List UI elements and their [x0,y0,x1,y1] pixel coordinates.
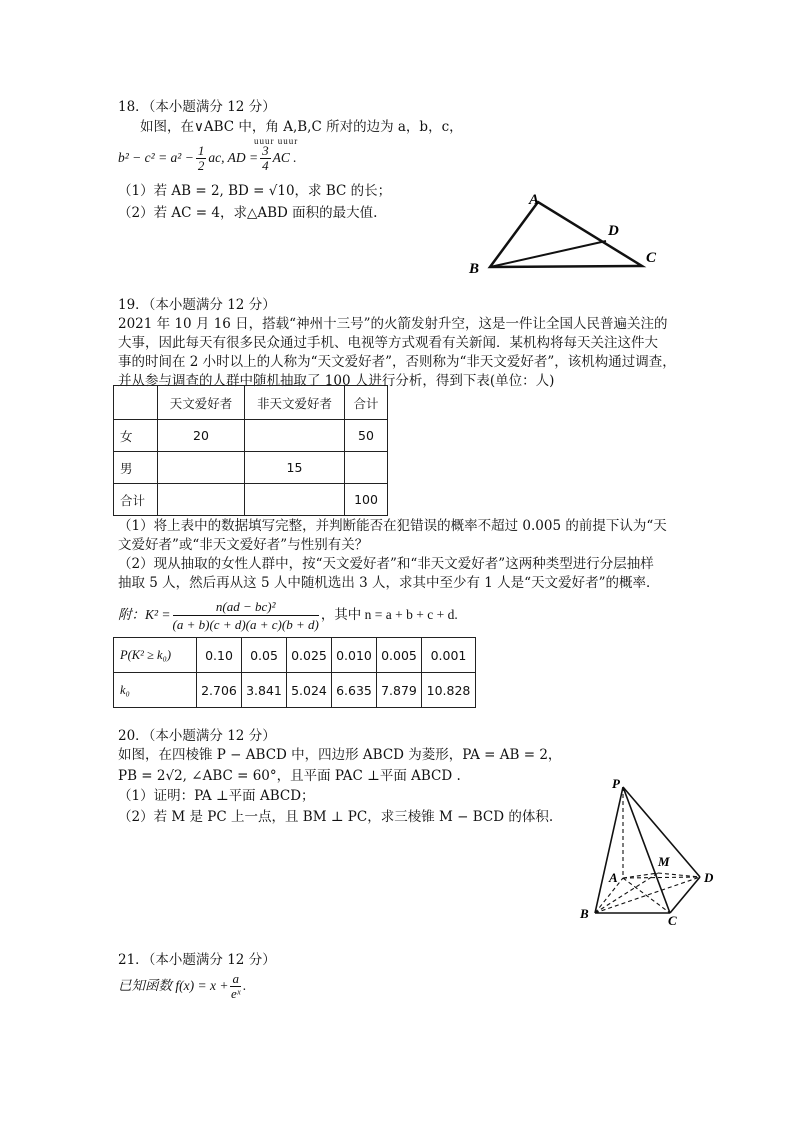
table-cell: 20 [158,420,245,452]
table-row [114,673,476,708]
q19-formula-fraction [173,598,319,633]
q19-part1a: （1）将上表中的数据填写完整，并判断能否在犯错误的概率不超过 0.005 的前提下认为“天 [118,518,667,534]
q21-suffix: . [242,978,247,993]
q20-part2: （2）若 M 是 PC 上一点，且 BM ⊥ PC，求三棱锥 M − BCD 的体积. [118,809,554,825]
q19-formula-prefix: 附：K² = [118,607,171,622]
q19-formula-suffix: ，其中 n = a + b + c + d. [320,607,458,622]
q20-heading: 20．（本小题满分 12 分） [118,728,276,744]
table-cell: 10.828 [422,673,476,708]
table-cell: 3.841 [242,673,287,708]
q20-label-a: A [609,870,618,885]
q20-line1: 如图，在四棱锥 P − ABCD 中，四边形 ABCD 为菱形，PA = AB = 2， [118,747,562,763]
table-cell: 15 [245,452,345,484]
table-cell: 0.010 [332,638,377,673]
table-cell: 0.001 [422,638,476,673]
q18-frac-num: 1 [197,142,205,158]
table-row [114,484,388,516]
q20-edge-pb [595,787,623,913]
q18-triangle-figure [460,186,670,278]
q19-part2b: 抽取 5 人，然后再从这 5 人中随机选出 3 人，求其中至少有 1 人是“天文爱好者”的概率． [118,575,660,591]
q18-triangle [490,202,642,267]
table-cell: 7.879 [377,673,422,708]
table-cell: 合计 [114,484,158,516]
q18-eq-mid: ac, AD = [208,150,259,165]
q19-formula-den: (a + b)(c + d)(a + c)(b + d) [172,616,319,632]
q19-part2a: （2）现从抽取的女性人群中，按“天文爱好者”和“非天文爱好者”这两种类型进行分层抽样 [118,556,654,572]
table-cell: 0.10 [197,638,242,673]
table-header: 天文爱好者 [158,386,245,420]
q18-label-c: C [646,250,657,266]
q19-para2: 大事，因此每天有很多民众通过手机、电视等方式观看有关新闻．某机构将每天关注这件大 [118,335,658,351]
q18-label-d: D [608,223,619,239]
q18-heading: 18．（本小题满分 12 分） [118,99,276,115]
q18-label-a: A [529,192,540,208]
table-cell: 男 [114,452,158,484]
q21-frac-den: eˣ [230,985,241,1001]
q20-label-p: P [612,776,620,791]
table-row [114,638,476,673]
table-cell: 0.005 [377,638,422,673]
table-cell: P(K² ≥ k₀) [114,638,197,673]
q20-label-m: M [658,854,670,869]
table-cell: 2.706 [197,673,242,708]
q20-edge-pc [623,787,670,913]
q19-para1: 2021 年 10 月 16 日，搭载“神州十三号”的火箭发射升空，这是一件让全国人民普遍关注的 [118,316,668,332]
table-header: 合计 [345,386,388,420]
q19-para3: 事的时间在 2 小时以上的人称为“天文爱好者”，否则称为“非天文爱好者”，该机构通过调查， [118,354,676,370]
q18-part1: （1）若 AB = 2, BD = √10，求 BC 的长； [118,183,392,199]
q20-edge-ad [623,877,700,878]
table-cell: 6.635 [332,673,377,708]
q20-line2: PB = 2√2, ∠ABC = 60°，且平面 PAC ⊥平面 ABCD . [118,768,461,784]
table-row [114,452,388,484]
q20-pyramid-figure [570,770,730,930]
q18-frac-den: 2 [197,157,205,173]
q19-formula [118,595,458,635]
q18-statement: 如图，在∨ABC 中，角 A,B,C 所对的边为 a，b，c， [140,119,463,135]
q19-part1b: 文爱好者”或“非天文爱好者”与性别有关？ [118,537,369,553]
table-cell: 100 [345,484,388,516]
q20-label-d: D [704,870,714,885]
q21-function [118,968,246,1004]
q18-fraction-three-quarters [260,144,271,173]
table-header: 非天文爱好者 [245,386,345,420]
q21-frac-num: a [232,970,239,986]
q18-vector-marks: uuur uuur [254,136,299,146]
q18-label-b: B [469,261,480,277]
table-cell [158,484,245,516]
table-row [114,386,388,420]
q18-eq-end: AC . [272,150,297,165]
table-cell [245,484,345,516]
q18-equation [118,142,297,174]
q20-label-b: B [580,906,589,921]
q18-frac2-num: 3 [262,142,269,158]
table-cell: 0.025 [287,638,332,673]
q21-fraction [230,972,241,1001]
q18-frac2-den: 4 [262,157,269,173]
table-cell: 5.024 [287,673,332,708]
q19-critical-value-table [113,637,476,708]
q21-prefix: 已知函数 f(x) = x + [118,978,229,993]
q20-edge-cd [670,877,700,913]
q18-fraction-half [196,144,207,173]
q20-part1: （1）证明：PA ⊥平面 ABCD； [118,788,315,804]
table-row [114,420,388,452]
table-cell: k₀ [114,673,197,708]
table-cell [245,420,345,452]
q19-survey-table [113,385,388,516]
q18-eq-left: b² − c² = a² − [118,150,194,165]
q20-label-c: C [668,913,677,928]
q19-para4: 并从参与调查的人群中随机抽取了 100 人进行分析，得到下表(单位：人) [118,373,555,389]
table-cell: 女 [114,420,158,452]
q18-part2: （2）若 AC = 4，求△ABD 面积的最大值. [118,205,378,221]
q20-edge-bm [595,873,658,913]
table-cell [345,452,388,484]
q19-formula-num: n(ad − bc)² [173,598,319,616]
table-cell [114,386,158,420]
table-cell: 0.05 [242,638,287,673]
q19-heading: 19．（本小题满分 12 分） [118,297,276,313]
q20-edge-md [658,873,700,877]
table-cell: 50 [345,420,388,452]
table-cell [158,452,245,484]
q21-heading: 21．（本小题满分 12 分） [118,952,276,968]
